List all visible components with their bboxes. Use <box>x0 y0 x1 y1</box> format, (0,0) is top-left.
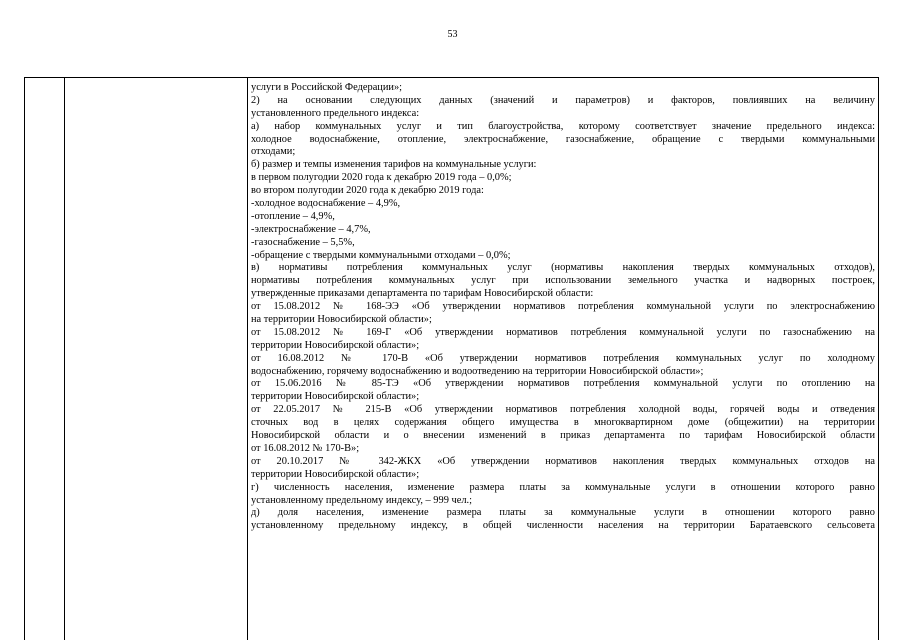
text-line: утвержденные приказами департамента по тарифам Новосибирской области: <box>251 288 594 300</box>
text-line: на территории Новосибирской области»; <box>251 314 432 326</box>
text-line: холодное водоснабжение, отопление, электроснабжение, газоснабжение, обращение с твердыми коммунальными <box>251 133 875 145</box>
text-line: г) численность населения, изменение размера платы за коммунальные услуги в отношении которого равно <box>251 481 875 493</box>
text-line: от 16.08.2012 № 170-В»; <box>251 442 360 454</box>
text-line: нормативы потребления коммунальных услуг при использовании земельного участка и надворных построек, <box>251 275 875 287</box>
column-divider-1 <box>64 78 65 640</box>
column-divider-2 <box>247 78 248 640</box>
text-line: водоснабжению, горячему водоснабжению и водоотведению на территории Новосибирской области»; <box>251 365 704 377</box>
text-line: от 16.08.2012 № 170-В «Об утверждении нормативов потребления коммунальных услуг по холодному <box>251 352 875 364</box>
text-line: -обращение с твердыми коммунальными отходами – 0,0%; <box>251 249 511 261</box>
text-line: Новосибирской области и о внесении изменений в приказ департамента по тарифам Новосибирской области <box>251 430 875 442</box>
text-line: установленному предельному индексу, – 999 чел.; <box>251 494 472 506</box>
text-line: -газоснабжение – 5,5%, <box>251 236 355 248</box>
text-line: -отопление – 4,9%, <box>251 210 335 222</box>
text-line: установленному предельному индексу, в общей численности населения на территории Баратаевского сельсовета <box>251 520 875 532</box>
text-line: от 22.05.2017 № 215-В «Об утверждении нормативов потребления холодной воды, горячей воды и отведения <box>251 404 875 416</box>
text-line: -холодное водоснабжение – 4,9%, <box>251 198 401 210</box>
text-line: от 15.08.2012 № 168-ЭЭ «Об утверждении нормативов потребления коммунальной услуги по электроснабжению <box>251 301 875 313</box>
text-line: территории Новосибирской области»; <box>251 339 420 351</box>
text-line: территории Новосибирской области»; <box>251 391 420 403</box>
page-number: 53 <box>447 29 458 40</box>
text-line: в) нормативы потребления коммунальных услуг (нормативы накопления твердых коммунальных отходов), <box>251 262 875 274</box>
text-line: территории Новосибирской области»; <box>251 468 420 480</box>
text-line: от 15.06.2016 № 85-ТЭ «Об утверждении нормативов потребления коммунальной услуги по отоплению на <box>251 378 875 390</box>
document-table <box>24 77 879 640</box>
text-line: во втором полугодии 2020 года к декабрю 2019 года: <box>251 185 484 197</box>
table-cell-content <box>251 82 875 533</box>
text-line: услуги в Российской Федерации»; <box>251 82 403 93</box>
text-line: отходами; <box>251 146 296 158</box>
text-line: сточных вод в целях содержания общего имущества в многоквартирном доме (общежитии) на территории <box>251 417 875 429</box>
text-line: установленного предельного индекса: <box>251 107 420 119</box>
text-line: а) набор коммунальных услуг и тип благоустройства, которому соответствует значение предельного индекса: <box>251 120 875 132</box>
text-line: б) размер и темпы изменения тарифов на коммунальные услуги: <box>251 159 537 171</box>
text-line: в первом полугодии 2020 года к декабрю 2019 года – 0,0%; <box>251 172 512 184</box>
text-line: 2) на основании следующих данных (значений и параметров) и факторов, повлиявших на величину <box>251 94 875 106</box>
text-line: от 15.08.2012 № 169-Г «Об утверждении нормативов потребления коммунальной услуги по газоснабжению на <box>251 326 875 338</box>
text-line: -электроснабжение – 4,7%, <box>251 223 371 235</box>
text-line: от 20.10.2017 № 342-ЖКХ «Об утверждении нормативов накопления твердых коммунальных отходов на <box>251 455 875 467</box>
text-line: д) доля населения, изменение размера платы за коммунальные услуги в отношении которого равно <box>251 507 875 519</box>
